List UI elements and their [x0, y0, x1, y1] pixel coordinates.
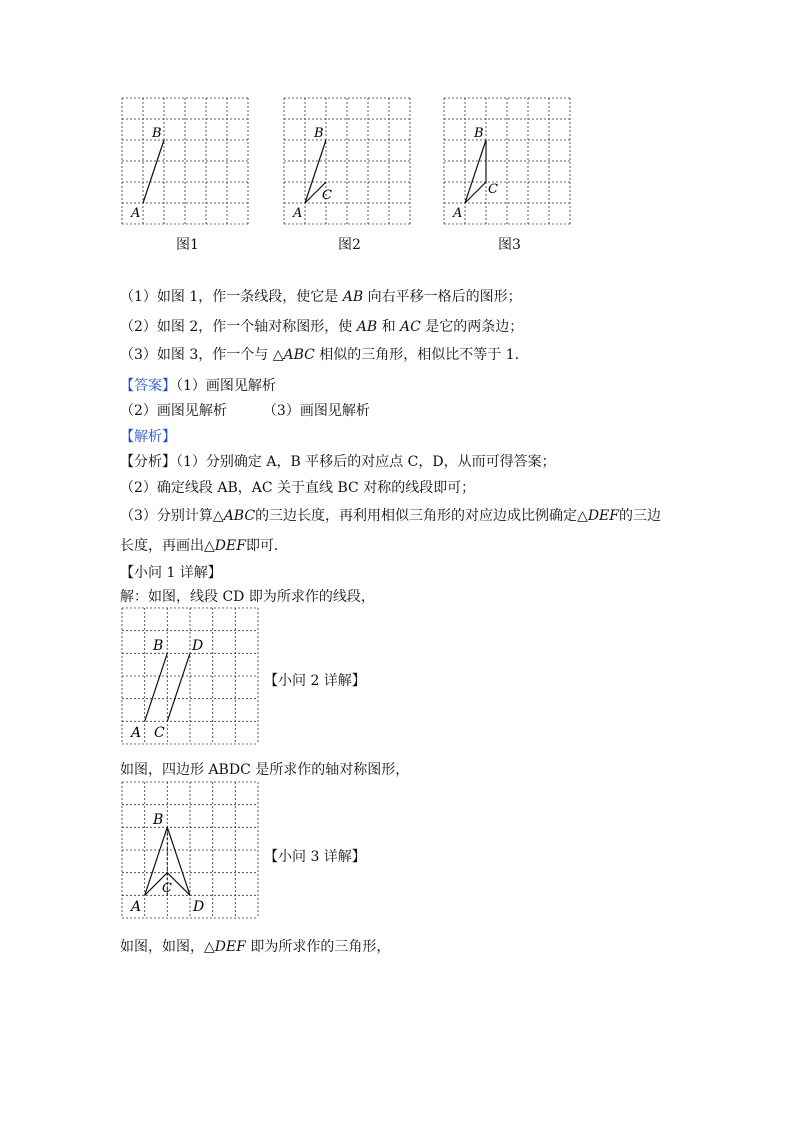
detail-1-text: 解：如图，线段 CD 即为所求作的线段，	[120, 589, 375, 605]
analysis-tag: 【解析】	[120, 429, 176, 445]
figure-1-caption: 图1	[176, 237, 199, 253]
detail-3-text: 如图，如图，△DEF 即为所求作的三角形，	[120, 939, 391, 955]
figure-3-caption: 图3	[498, 237, 521, 253]
label-a: A	[131, 899, 142, 915]
analysis-f1: 【分析】（1）分别确定 A，B 平移后的对应点 C，D，从而可得答案；	[120, 454, 556, 470]
solution-1-figure	[122, 608, 262, 750]
answer-line-2: （2）画图见解析 （3）画图见解析	[120, 403, 370, 419]
solution-2-figure	[122, 782, 262, 924]
label-b: B	[474, 126, 484, 141]
figure-3	[444, 98, 574, 230]
triangle-abc	[465, 140, 486, 203]
detail-3-tag: 【小问 3 详解】	[264, 849, 366, 865]
detail-2-tag: 【小问 2 详解】	[264, 673, 366, 689]
figure-1	[122, 98, 252, 230]
detail-1-tag: 【小问 1 详解】	[120, 565, 222, 581]
label-a: A	[131, 725, 142, 741]
label-c: C	[322, 188, 332, 203]
label-b: B	[314, 126, 324, 141]
analysis-f3: （3）分别计算△ABC的三边长度，再利用相似三角形的对应边成比例确定△DEF的三边	[120, 508, 661, 524]
label-c: C	[488, 182, 498, 197]
label-a: A	[131, 206, 141, 221]
label-c: C	[154, 725, 165, 741]
answer-line: 【答案】（1）画图见解析	[120, 378, 276, 394]
segment-ab	[143, 140, 164, 203]
question-1: （1）如图 1，作一条线段，使它是 AB 向右平移一格后的图形；	[120, 289, 522, 305]
question-3: （3）如图 3，作一个与 △ABC 相似的三角形，相似比不等于 1.	[120, 347, 520, 363]
label-d: D	[192, 638, 204, 654]
analysis-f2: （2）确定线段 AB，AC 关于直线 BC 对称的线段即可；	[120, 480, 476, 496]
question-2: （2）如图 2，作一个轴对称图形，使 AB 和 AC 是它的两条边；	[120, 319, 524, 335]
figure-2	[284, 98, 414, 230]
detail-2-text: 如图，四边形 ABDC 是所求作的轴对称图形，	[120, 762, 410, 778]
segment-ab	[145, 653, 168, 721]
segment-cd	[167, 653, 190, 721]
label-c: C	[162, 881, 172, 896]
label-d: D	[193, 899, 205, 915]
label-b: B	[153, 638, 164, 654]
label-b: B	[152, 126, 162, 141]
analysis-f4: 长度，再画出△DEF即可.	[120, 538, 279, 554]
answer-tag: 【答案】	[120, 378, 176, 394]
label-b: B	[153, 812, 164, 828]
figure-2-caption: 图2	[338, 237, 361, 253]
label-a: A	[293, 206, 303, 221]
label-a: A	[453, 206, 463, 221]
